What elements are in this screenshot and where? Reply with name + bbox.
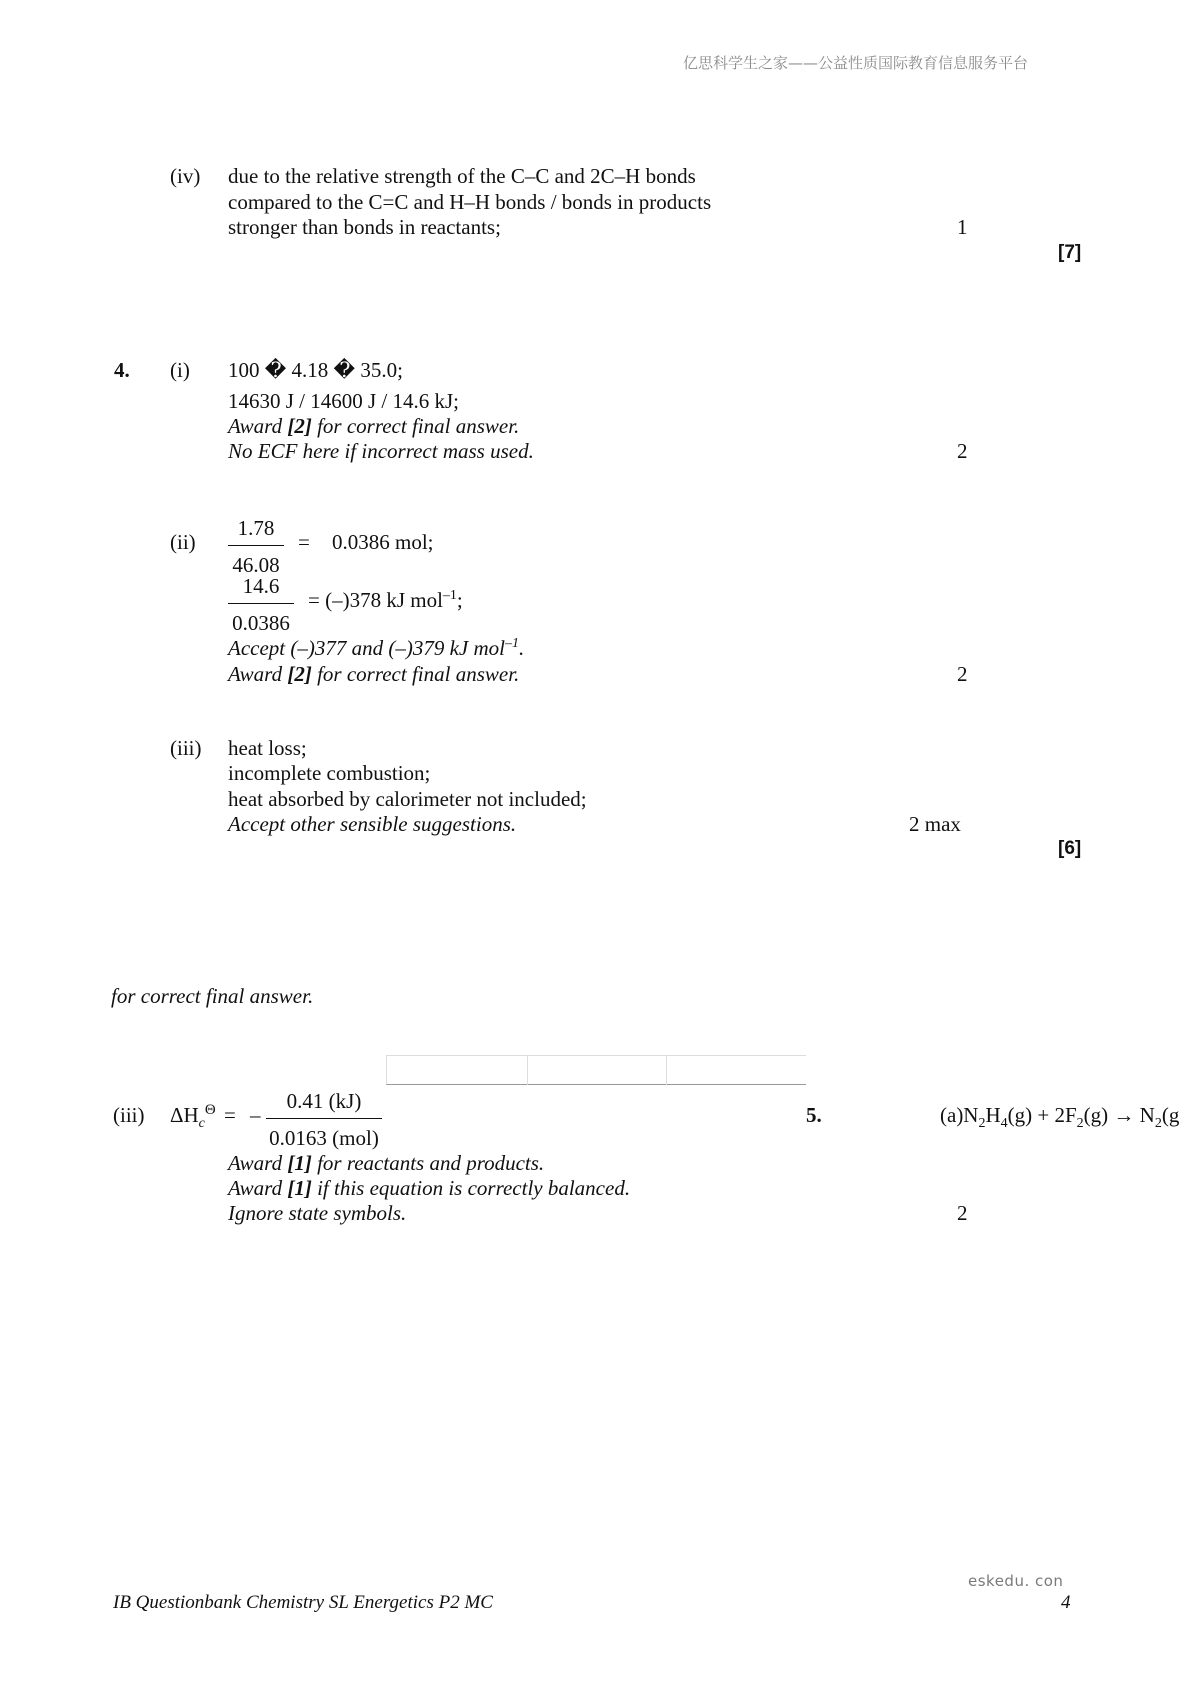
q5-fraction-numerator: 0.41 (kJ)	[286, 1089, 362, 1113]
fraction-2-denominator: 0.0386	[232, 611, 290, 635]
q4-ii-mark: 2	[957, 662, 968, 686]
q4-iii-line-3: heat absorbed by calorimeter not included;	[228, 787, 587, 811]
q4-ii-label: (ii)	[170, 530, 196, 554]
q4-ii-fraction-2	[228, 576, 294, 634]
q4-i-mark: 2	[957, 439, 968, 463]
q4-ii-equals: =	[298, 530, 310, 554]
q5-fraction-denominator: 0.0163 (mol)	[269, 1126, 379, 1150]
q3-total: [7]	[1058, 242, 1082, 263]
table-cell-divider	[666, 1056, 667, 1085]
footer-title: IB Questionbank Chemistry SL Energetics P2 MC	[113, 1592, 493, 1613]
q5-fraction	[266, 1091, 382, 1149]
q4-i-label: (i)	[170, 358, 190, 382]
q5-number: 5.	[806, 1103, 822, 1127]
q3-line-1: due to the relative strength of the C–C and 2C–H bonds	[228, 164, 696, 188]
q4-ii-note-award: Award [2] for correct final answer.	[228, 662, 520, 686]
q3-line-3: stronger than bonds in reactants;	[228, 215, 501, 239]
q5-equation: $(a)N_2H_4(g) + 2F_2(g) \to N_2(g$	[940, 1103, 1180, 1132]
q4-iii-line-2: incomplete combustion;	[228, 761, 431, 785]
fragment-text: for correct final answer.	[111, 984, 314, 1008]
q5-note-1: Award [1] for reactants and products.	[228, 1151, 545, 1175]
q4-ii-result-2: = (–)378 kJ mol$^{-1}$;	[308, 588, 463, 612]
site-header: 亿思科学生之家——公益性质国际教育信息服务平台	[683, 54, 1029, 72]
q4-i-calc: 100 � 4.18 � 35.0;	[228, 358, 403, 382]
fraction-1-denominator: 46.08	[232, 553, 280, 577]
q4-i-note-ecf: No ECF here if incorrect mass used.	[228, 439, 534, 463]
enthalpy-symbol: $\Delta H_c^\Theta$	[170, 1102, 216, 1132]
empty-table	[386, 1055, 806, 1085]
q5-part-label: (iii)	[113, 1103, 145, 1127]
q5-mark: 2	[957, 1201, 968, 1225]
q4-number: 4.	[114, 358, 130, 382]
watermark: eskedu. con	[968, 1572, 1064, 1590]
q3-line-2: compared to the C=C and H–H bonds / bonds in products	[228, 190, 712, 214]
fraction-1-numerator: 1.78	[237, 516, 275, 540]
q3-mark: 1	[957, 215, 968, 239]
page-number: 4	[1061, 1592, 1071, 1613]
q4-ii-result-1: 0.0386 mol;	[332, 530, 434, 554]
q4-iii-label: (iii)	[170, 736, 202, 760]
q4-ii-note-accept: Accept (–)377 and (–)379 kJ mol$^{-1}$.	[228, 636, 525, 660]
q5-minus: –	[250, 1103, 261, 1127]
q3-part-label: (iv)	[170, 164, 201, 188]
q4-i-result: 14630 J / 14600 J / 14.6 kJ;	[228, 389, 460, 413]
q4-iii-mark: 2 max	[909, 812, 961, 836]
q5-note-3: Ignore state symbols.	[228, 1201, 407, 1225]
fraction-2-numerator: 14.6	[242, 574, 280, 598]
q4-ii-fraction-1	[228, 518, 284, 576]
q4-iii-note: Accept other sensible suggestions.	[228, 812, 517, 836]
q5-equals: =	[224, 1103, 236, 1127]
q4-iii-line-1: heat loss;	[228, 736, 307, 760]
q4-total: [6]	[1058, 838, 1082, 859]
q4-i-note-award: Award [2] for correct final answer.	[228, 414, 520, 438]
table-cell-divider	[527, 1056, 528, 1085]
q5-note-2: Award [1] if this equation is correctly balanced.	[228, 1176, 631, 1200]
